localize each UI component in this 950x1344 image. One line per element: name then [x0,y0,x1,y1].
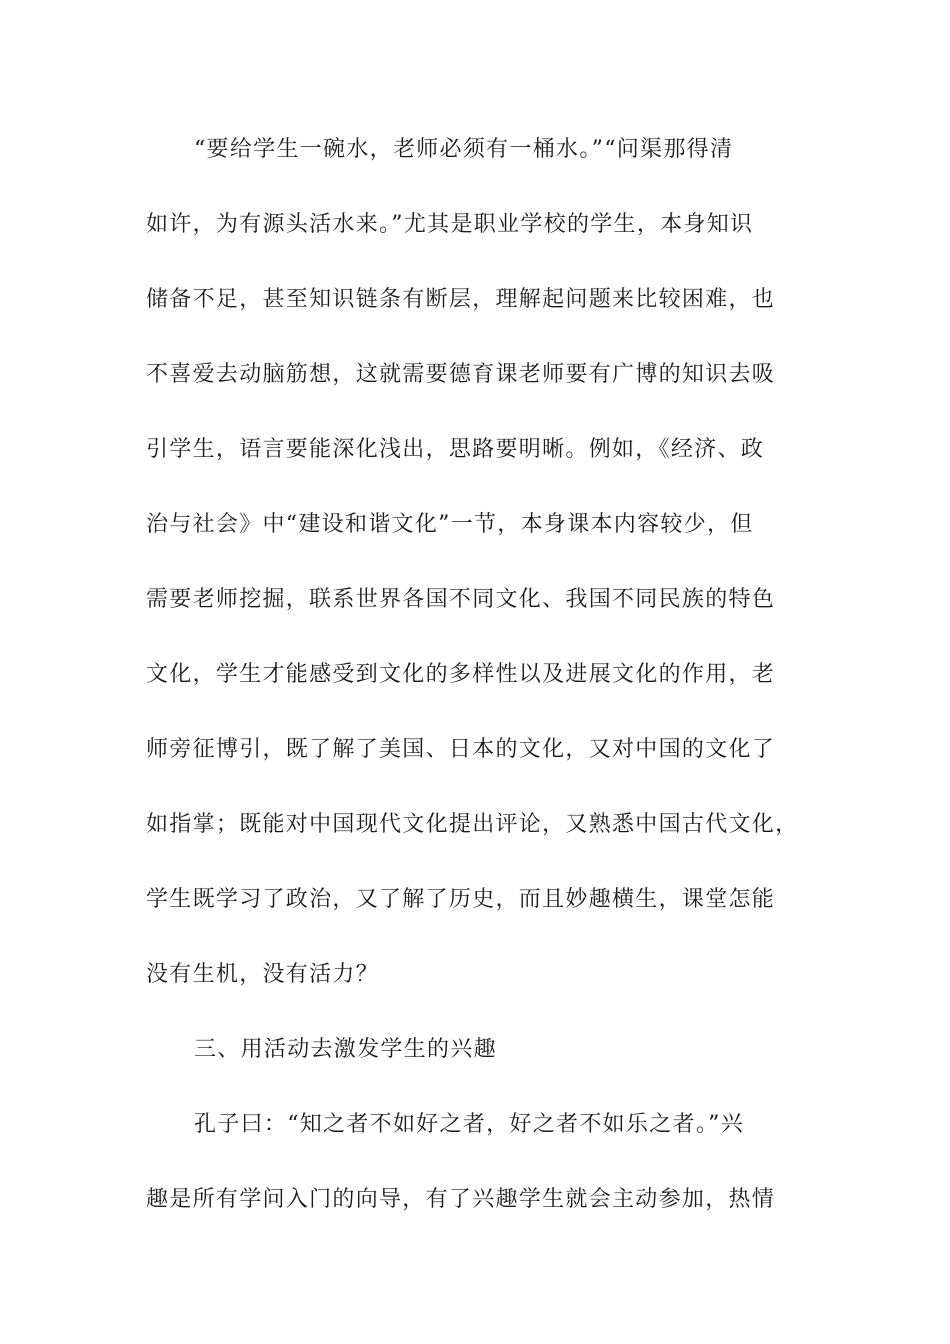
paragraph-line: 没有生机，没有活力？ [146,962,380,987]
paragraph-line: 不喜爱去动脑筋想，这就需要德育课老师要有广博的知识去吸 [146,362,776,387]
paragraph-line: 师旁征博引，既了解了美国、日本的文化，又对中国的文化了 [146,737,776,762]
paragraph-line: 趣是所有学问入门的向导，有了兴趣学生就会主动参加，热情 [146,1187,776,1212]
paragraph-line: 如指掌；既能对中国现代文化提出评论，又熟悉中国古代文化， [146,812,799,837]
paragraph-line: “要给学生一碗水，老师必须有一桶水。”“问渠那得清 [194,137,734,162]
paragraph-line: 如许，为有源头活水来。”尤其是职业学校的学生，本身知识 [146,212,754,237]
paragraph-line: 孔子曰：“知之者不如好之者，好之者不如乐之者。”兴 [194,1112,744,1137]
paragraph-line: 文化，学生才能感受到文化的多样性以及进展文化的作用，老 [146,662,776,687]
paragraph-line: 储备不足，甚至知识链条有断层，理解起问题来比较困难，也 [146,287,776,312]
paragraph-line: 引学生，语言要能深化浅出，思路要明晰。例如，《经济、政 [146,437,765,462]
section-heading: 三、用活动去激发学生的兴趣 [194,1037,497,1062]
paragraph-line: 学生既学习了政治，又了解了历史，而且妙趣横生，课堂怎能 [146,887,776,912]
paragraph-line: 需要老师挖掘，联系世界各国不同文化、我国不同民族的特色 [146,587,776,612]
paragraph-line: 治与社会》中“建设和谐文化”一节，本身课本内容较少，但 [146,512,754,537]
